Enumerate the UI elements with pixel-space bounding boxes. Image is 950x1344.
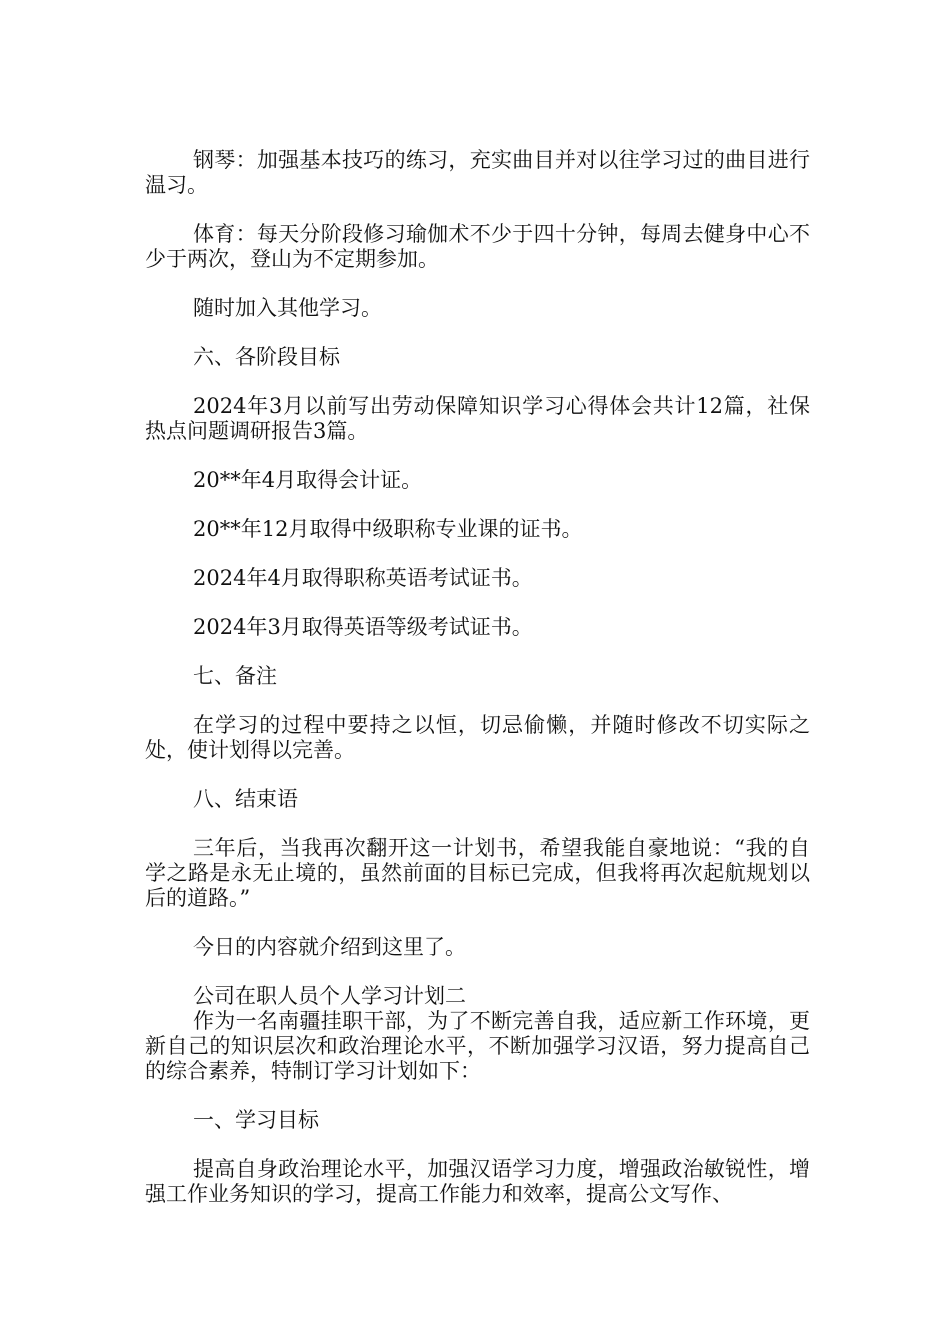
section-heading-stage-goals: 六、各阶段目标 [193, 345, 340, 369]
paragraph-study-goals: 提高自身政治理论水平，加强汉语学习力度，增强政治敏锐性，增强工作业务知识的学习，提高工作能力和效率，提高公文写作、 [145, 1157, 810, 1206]
paragraph-other-study: 随时加入其他学习。 [193, 296, 382, 320]
paragraph-goal-5: 2024年3月取得英语等级考试证书。 [193, 615, 533, 639]
paragraph-closing: 今日的内容就介绍到这里了。 [193, 935, 466, 959]
section-heading-conclusion: 八、结束语 [193, 787, 298, 811]
document-subtitle: 公司在职人员个人学习计划二 [193, 984, 466, 1008]
paragraph-goal-3: 20**年12月取得中级职称专业课的证书。 [193, 517, 583, 541]
paragraph-conclusion: 三年后，当我再次翻开这一计划书，希望我能自豪地说：“我的自学之路是永无止境的，虽然前面的目标已完成，但我将再次起航规划以后的道路。” [145, 836, 810, 910]
paragraph-piano: 钢琴：加强基本技巧的练习，充实曲目并对以往学习过的曲目进行温习。 [145, 148, 810, 197]
paragraph-goal-1: 2024年3月以前写出劳动保障知识学习心得体会共计12篇，社保热点问题调研报告3篇。 [145, 394, 810, 443]
section-heading-notes: 七、备注 [193, 664, 277, 688]
paragraph-intro: 作为一名南疆挂职干部，为了不断完善自我，适应新工作环境，更新自己的知识层次和政治理论水平，不断加强学习汉语，努力提高自己的综合素养，特制订学习计划如下： [145, 1009, 810, 1083]
paragraph-sports: 体育：每天分阶段修习瑜伽术不少于四十分钟，每周去健身中心不少于两次，登山为不定期参加。 [145, 222, 810, 271]
paragraph-goal-2: 20**年4月取得会计证。 [193, 468, 423, 492]
paragraph-notes: 在学习的过程中要持之以恒，切忌偷懒，并随时修改不切实际之处，使计划得以完善。 [145, 713, 810, 762]
document-body [145, 148, 810, 1231]
paragraph-goal-4: 2024年4月取得职称英语考试证书。 [193, 566, 533, 590]
section-heading-study-goals: 一、学习目标 [193, 1108, 319, 1132]
